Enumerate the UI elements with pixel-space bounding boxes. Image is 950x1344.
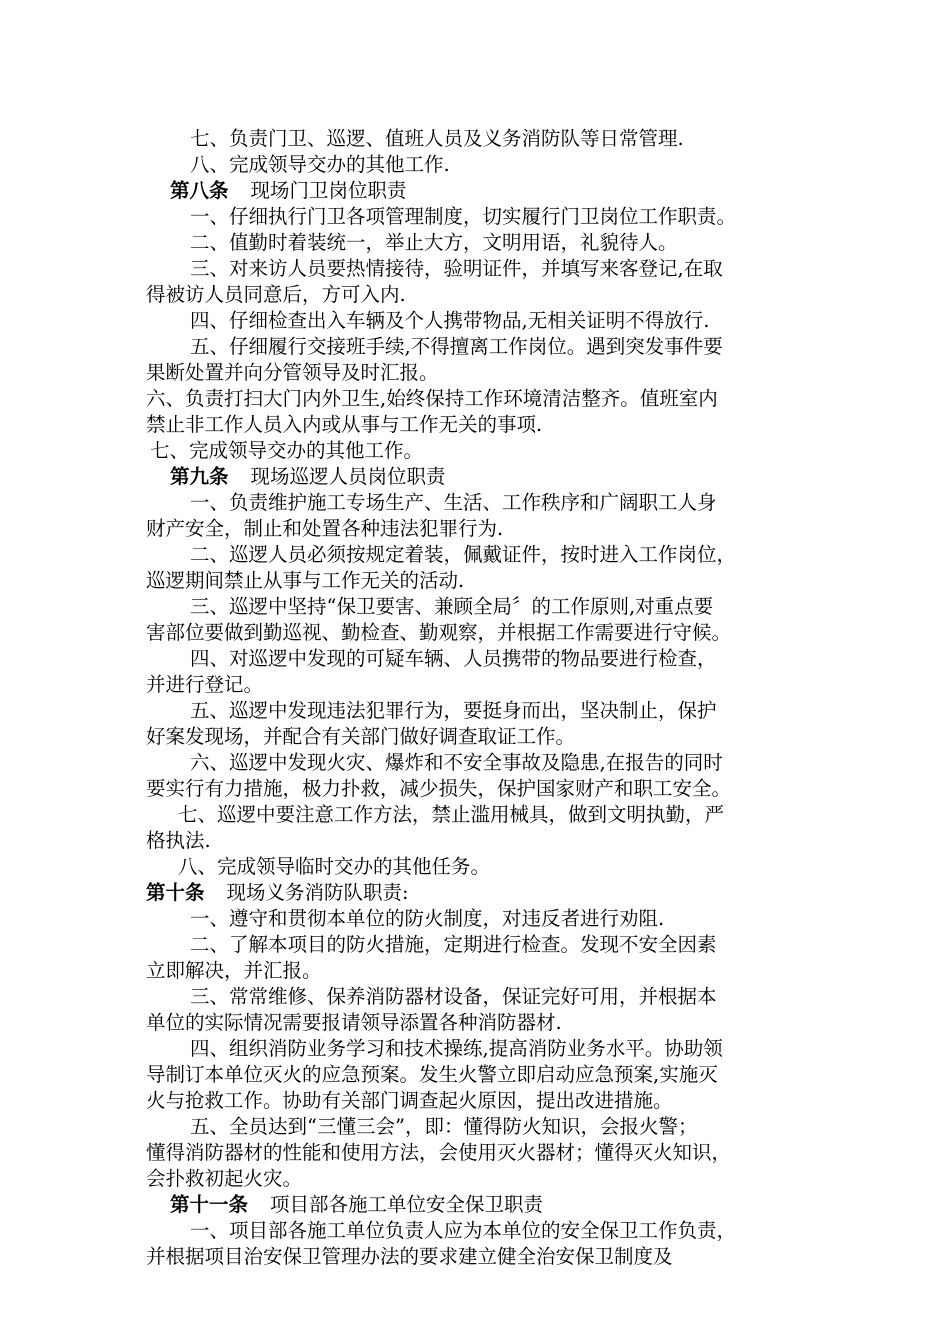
text-line: 一、仔细执行门卫各项管理制度，切实履行门卫岗位工作职责。	[190, 205, 737, 228]
text-line: 五、全员达到“三懂三会”，即：懂得防火知识，会报火警；	[190, 1115, 698, 1138]
text-line: 一、项目部各施工单位负责人应为本单位的安全保卫工作负责，	[190, 1219, 737, 1242]
text-line: 四、组织消防业务学习和技术操练,提高消防业务水平。协助领	[190, 1037, 723, 1060]
text-line: 六、巡逻中发现火灾、爆炸和不安全事故及隐患,在报告的同时	[190, 751, 723, 774]
text-line: 果断处置并向分管领导及时汇报。	[146, 361, 439, 384]
article-title: 项目部各施工单位安全保卫职责	[270, 1193, 544, 1216]
text-line: 并根据项目治安保卫管理办法的要求建立健全治安保卫制度及	[146, 1245, 673, 1268]
text-line: 二、巡逻人员必须按规定着装，佩戴证件，按时进入工作岗位，	[190, 543, 737, 566]
text-line: 二、了解本项目的防火措施，定期进行检查。发现不安全因素	[190, 933, 717, 956]
article-title: 现场巡逻人员岗位职责	[250, 465, 446, 488]
text-line: 财产安全，制止和处置各种违法犯罪行为.	[146, 517, 504, 540]
text-line: 禁止非工作人员入内或从事与工作无关的事项.	[146, 413, 543, 436]
article-number: 第十一条	[170, 1193, 249, 1216]
text-line: 格执法.	[146, 829, 211, 852]
text-line: 四、对巡逻中发现的可疑车辆、人员携带的物品要进行检查，	[190, 647, 717, 670]
text-line: 单位的实际情况需要报请领导添置各种消防器材.	[146, 1011, 562, 1034]
text-line: 一、遵守和贯彻本单位的防火制度，对违反者进行劝阻.	[190, 907, 665, 930]
article-title: 现场门卫岗位职责	[250, 179, 407, 202]
text-line: 一、负责维护施工专场生产、生活、工作秩序和广阔职工人身	[190, 491, 717, 514]
text-line: 四、仔细检查出入车辆及个人携带物品,无相关证明不得放行.	[190, 309, 710, 332]
text-line: 好案发现场，并配合有关部门做好调查取证工作。	[146, 725, 576, 748]
text-line: 害部位要做到勤巡视、勤检查、勤观察，并根据工作需要进行守候。	[146, 621, 732, 644]
text-line: 七、负责门卫、巡逻、值班人员及义务消防队等日常管理.	[190, 127, 684, 150]
text-line: 得被访人员同意后，方可入内.	[146, 283, 406, 306]
text-line: 会扑救初起火灾。	[146, 1167, 303, 1190]
section-heading	[170, 1192, 543, 1218]
text-line: 并进行登记。	[146, 673, 264, 696]
text-line: 立即解决，并汇报。	[146, 959, 322, 982]
text-line: 巡逻期间禁止从事与工作无关的活动.	[146, 569, 465, 592]
text-line: 五、巡逻中发现违法犯罪行为，要挺身而出，坚决制止，保护	[190, 699, 717, 722]
section-heading	[170, 464, 446, 490]
text-line: 要实行有力措施，极力扑救，减少损失，保护国家财产和职工安全。	[146, 777, 732, 800]
section-heading	[170, 178, 407, 204]
article-number: 第九条	[170, 465, 229, 488]
article-title: 现场义务消防队职责:	[226, 881, 409, 904]
text-line: 三、巡逻中坚持“保卫要害、兼顾全局〞的工作原则,对重点要	[190, 595, 714, 618]
text-line: 二、值勤时着装统一，举止大方，文明用语，礼貌待人。	[190, 231, 678, 254]
text-line: 八、完成领导临时交办的其他任务。	[178, 855, 491, 878]
text-line: 八、完成领导交办的其他工作.	[190, 153, 450, 176]
text-line: 三、对来访人员要热情接待，验明证件，并填写来客登记,在取	[190, 257, 723, 280]
text-line: 七、完成领导交办的其他工作。	[150, 439, 424, 462]
text-line: 三、常常维修、保养消防器材设备，保证完好可用，并根据本	[190, 985, 717, 1008]
text-line: 六、负责打扫大门内外卫生,始终保持工作环境清洁整齐。值班室内	[146, 387, 718, 410]
article-number: 第八条	[170, 179, 229, 202]
section-heading	[146, 880, 409, 906]
text-line: 五、仔细履行交接班手续,不得擅离工作岗位。遇到突发事件要	[190, 335, 723, 358]
text-line: 导制订本单位灭火的应急预案。发生火警立即启动应急预案,实施灭	[146, 1063, 718, 1086]
text-line: 懂得消防器材的性能和使用方法，会使用灭火器材；懂得灭火知识，	[146, 1141, 732, 1164]
text-line: 火与抢救工作。协助有关部门调查起火原因，提出改进措施。	[146, 1089, 673, 1112]
article-number: 第十条	[146, 881, 205, 904]
text-line: 七、巡逻中要注意工作方法，禁止滥用械具，做到文明执勤，严	[178, 803, 725, 826]
